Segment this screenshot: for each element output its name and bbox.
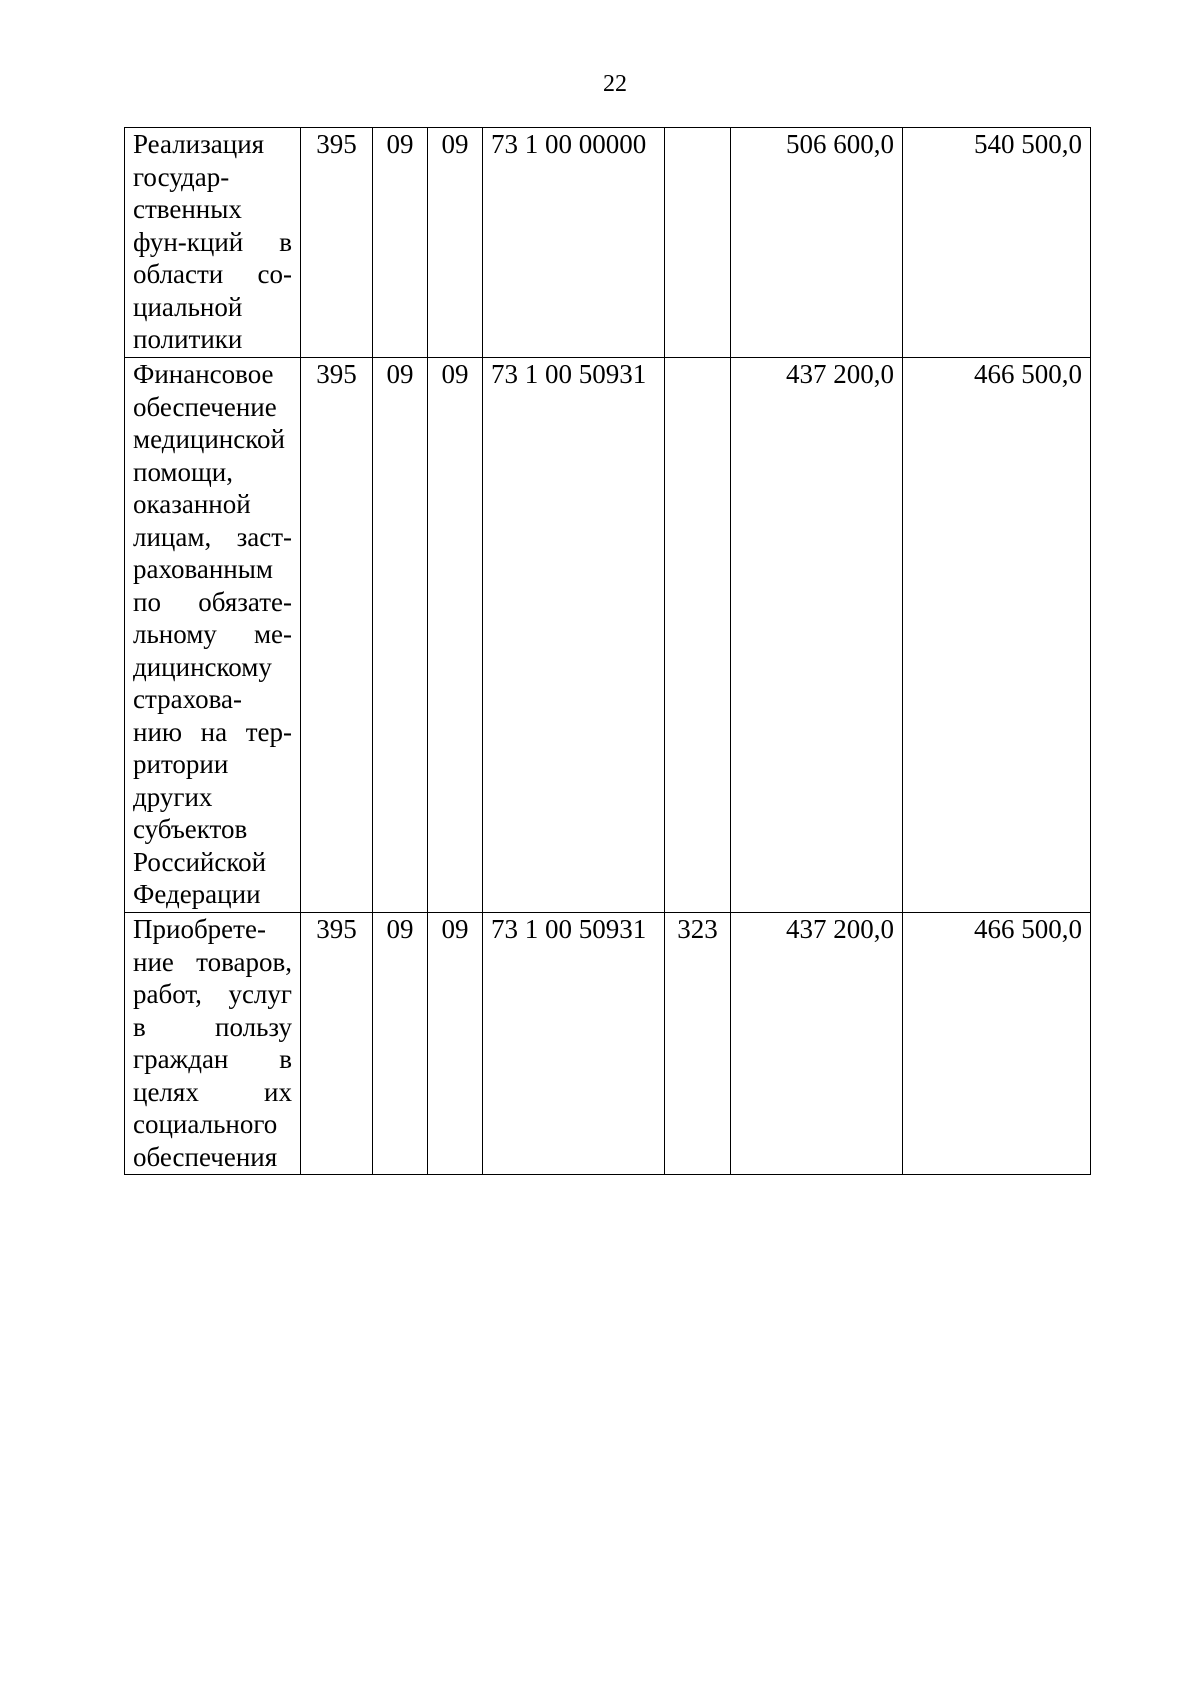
name-line: нию на тер- (133, 716, 292, 747)
expense-type-cell: 323 (665, 913, 731, 1175)
amount-year-2-cell: 540 500,0 (903, 128, 1091, 358)
name-line: фун-кций в (133, 226, 292, 257)
name-line: государ- (133, 161, 230, 192)
subsection-code-cell: 09 (428, 913, 483, 1175)
page-number: 22 (603, 71, 627, 97)
target-article-cell: 73 1 00 00000 (483, 128, 665, 358)
target-article-cell: 73 1 00 50931 (483, 913, 665, 1175)
name-line: страхова- (133, 684, 242, 714)
table-row (125, 358, 1091, 913)
admin-code-cell: 395 (301, 913, 373, 1175)
name-line: Федерации (133, 879, 261, 909)
name-line: Приобрете- (133, 914, 266, 944)
expense-type-cell (665, 358, 731, 913)
row-name-cell (125, 913, 301, 1175)
name-line: оказанной (133, 489, 251, 519)
section-code-cell: 09 (373, 128, 428, 358)
name-line: целях их (133, 1076, 292, 1107)
name-line: политики (133, 324, 243, 354)
table-row (125, 913, 1091, 1175)
table-row (125, 128, 1091, 358)
expense-type-cell (665, 128, 731, 358)
amount-year-2-cell: 466 500,0 (903, 358, 1091, 913)
name-line: Реализация (133, 129, 265, 159)
name-line: в пользу (133, 1011, 292, 1042)
name-line: дицинскому (133, 651, 272, 682)
subsection-code-cell: 09 (428, 128, 483, 358)
name-line: социального (133, 1109, 278, 1139)
amount-year-1-cell: 437 200,0 (731, 913, 903, 1175)
name-line: области со- (133, 259, 292, 289)
budget-table (124, 127, 1091, 1175)
subsection-code-cell: 09 (428, 358, 483, 913)
section-code-cell: 09 (373, 358, 428, 913)
row-name-cell (125, 358, 301, 913)
name-line: обеспечение (133, 391, 277, 422)
name-line: ритории (133, 749, 229, 779)
name-line: медицинской (133, 424, 285, 454)
name-line: ственных (133, 194, 242, 224)
name-line: Финансовое (133, 359, 274, 389)
amount-year-1-cell: 437 200,0 (731, 358, 903, 913)
amount-year-1-cell: 506 600,0 (731, 128, 903, 358)
admin-code-cell: 395 (301, 358, 373, 913)
row-name-cell (125, 128, 301, 358)
name-line: граждан в (133, 1044, 292, 1074)
name-line: Российской (133, 846, 267, 877)
name-line: помощи, (133, 456, 234, 487)
name-line: ние товаров, (133, 946, 292, 977)
target-article-cell: 73 1 00 50931 (483, 358, 665, 913)
name-line: субъектов (133, 814, 248, 844)
name-line: работ, услуг (133, 979, 292, 1009)
section-code-cell: 09 (373, 913, 428, 1175)
name-line: льному ме- (133, 619, 292, 649)
amount-year-2-cell: 466 500,0 (903, 913, 1091, 1175)
name-line: других (133, 781, 213, 812)
name-line: обеспечения (133, 1141, 278, 1172)
name-line: по обязате- (133, 586, 292, 617)
admin-code-cell: 395 (301, 128, 373, 358)
name-line: рахованным (133, 554, 273, 584)
name-line: циальной (133, 291, 243, 322)
name-line: лицам, заст- (133, 521, 292, 552)
